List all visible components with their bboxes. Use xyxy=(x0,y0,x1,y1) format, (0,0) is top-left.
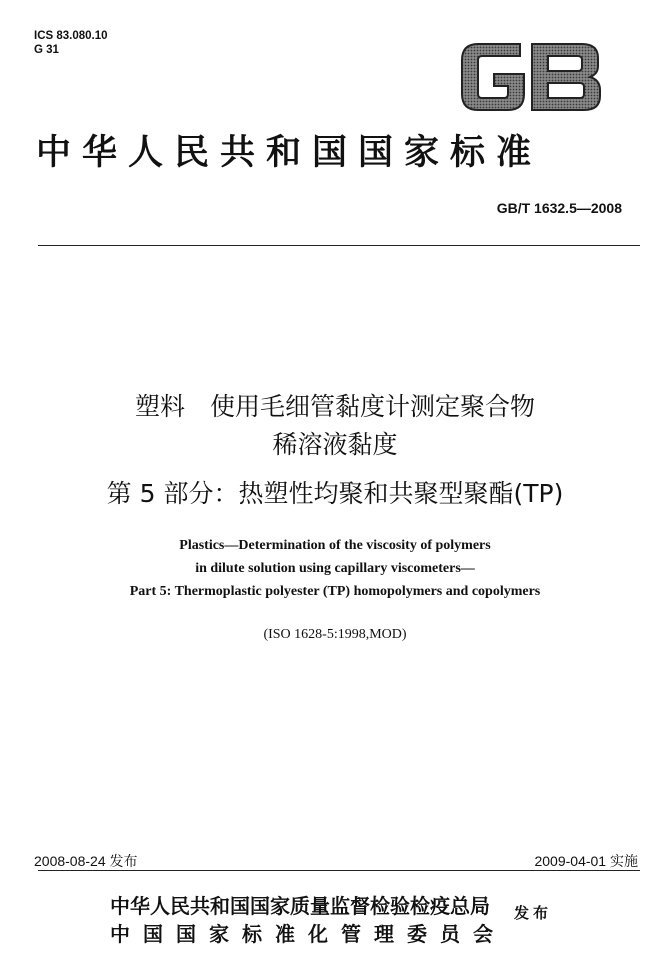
title-cn-line3: 第 5 部分：热塑性均聚和共聚型聚酯(TP) xyxy=(106,479,564,508)
title-en-line2: in dilute solution using capillary viscometers— xyxy=(195,561,475,576)
gb-logo-icon xyxy=(458,40,604,114)
header-divider xyxy=(38,245,640,246)
footer-divider xyxy=(38,870,640,871)
standard-title: 中华人民共和国国家标准 xyxy=(36,132,543,173)
classification-codes xyxy=(34,29,108,57)
title-en-line1: Plastics—Determination of the viscosity of polymers xyxy=(179,538,491,553)
release-label: 发布 xyxy=(514,904,553,922)
title-cn-line2: 稀溶液黏度 xyxy=(272,430,398,459)
iso-reference: (ISO 1628-5:1998,MOD) xyxy=(263,627,407,642)
publisher-sac: 中国国家标准化管理委员会 xyxy=(110,922,506,946)
issue-date: 2008-08-24 发布 xyxy=(34,853,138,869)
ics-code: ICS 83.080.10 xyxy=(34,30,108,42)
standard-number: GB/T 1632.5—2008 xyxy=(496,200,622,216)
ccs-code: G 31 xyxy=(34,44,59,56)
title-cn-line1: 塑料 使用毛细管黏度计测定聚合物 xyxy=(134,392,535,421)
title-en-line3: Part 5: Thermoplastic polyester (TP) homopolymers and copolymers xyxy=(129,584,541,599)
publisher-aqsiq: 中华人民共和国国家质量监督检验检疫总局 xyxy=(110,894,490,918)
implementation-date: 2009-04-01 实施 xyxy=(534,853,638,869)
